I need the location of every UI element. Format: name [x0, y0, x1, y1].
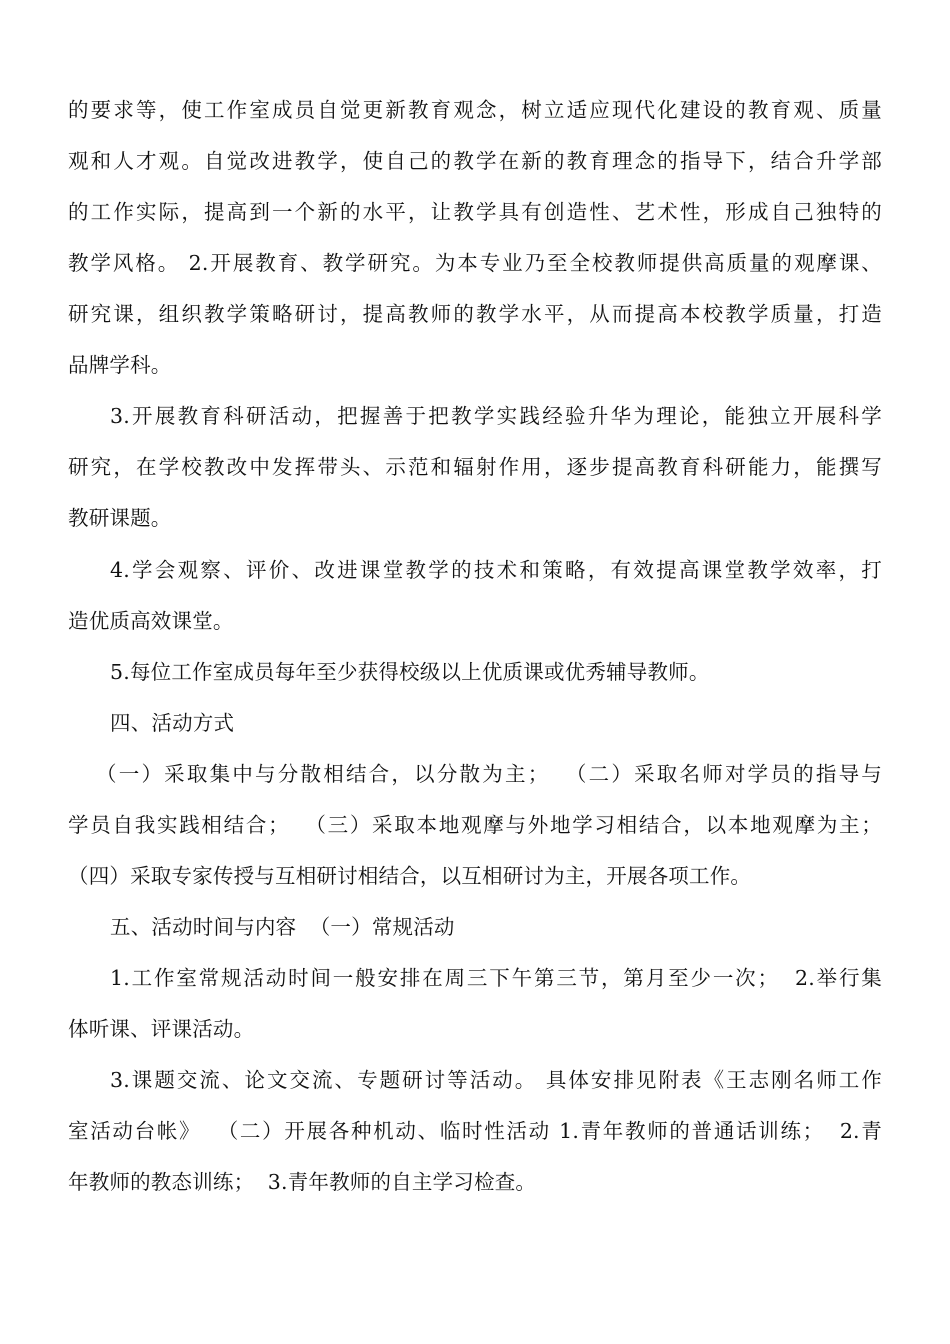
text-line: 4.学会观察、评价、改进课堂教学的技术和策略，有效提高课堂教学效率，打: [110, 558, 882, 582]
text-line: 教研课题。: [68, 506, 172, 530]
text-line: （一）采取集中与分散相结合，以分散为主； （二）采取名师对学员的指导与: [96, 762, 882, 786]
text-line: 造优质高效课堂。: [68, 609, 234, 633]
text-line: 5.每位工作室成员每年至少获得校级以上优质课或优秀辅导教师。: [110, 660, 710, 684]
text-line: 品牌学科。: [68, 353, 172, 377]
text-line: 3.开展教育科研活动，把握善于把教学实践经验升华为理论，能独立开展科学: [110, 404, 882, 428]
section-heading: 五、活动时间与内容 （一）常规活动: [110, 915, 455, 939]
section-heading: 四、活动方式: [110, 711, 235, 735]
text-line: （四）采取专家传授与互相研讨相结合，以互相研讨为主，开展各项工作。: [68, 864, 752, 888]
text-line: 观和人才观。自觉改进教学，使自己的教学在新的教育理念的指导下，结合升学部: [68, 149, 882, 173]
text-line: 年教师的教态训练； 3.青年教师的自主学习检查。: [68, 1170, 537, 1194]
text-line: 3.课题交流、论文交流、专题研讨等活动。 具体安排见附表《王志刚名师工作: [110, 1068, 882, 1092]
text-line: 的要求等，使工作室成员自觉更新教育观念，树立适应现代化建设的教育观、质量: [68, 98, 882, 122]
text-line: 研究课，组织教学策略研讨，提高教师的教学水平，从而提高本校教学质量，打造: [68, 302, 882, 326]
text-line: 学员自我实践相结合； （三）采取本地观摩与外地学习相结合，以本地观摩为主；: [68, 813, 882, 837]
text-line: 体听课、评课活动。: [68, 1017, 255, 1041]
text-line: 室活动台帐》 （二）开展各种机动、临时性活动 1.青年教师的普通话训练； 2.青: [68, 1119, 882, 1143]
text-line: 研究，在学校教改中发挥带头、示范和辐射作用，逐步提高教育科研能力，能撰写: [68, 455, 882, 479]
text-line: 教学风格。 2.开展教育、教学研究。为本专业乃至全校教师提供高质量的观摩课、: [68, 251, 882, 275]
text-line: 1.工作室常规活动时间一般安排在周三下午第三节，第月至少一次； 2.举行集: [110, 966, 882, 990]
text-line: 的工作实际，提高到一个新的水平，让教学具有创造性、艺术性，形成自己独特的: [68, 200, 882, 224]
